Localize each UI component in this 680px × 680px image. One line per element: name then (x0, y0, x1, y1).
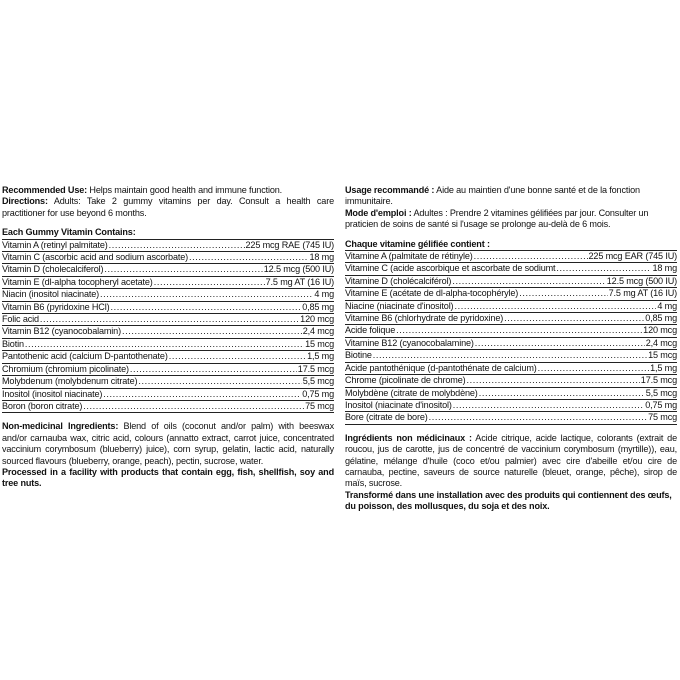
recommended-use-fr (345, 185, 677, 208)
ingredient-amount: 12.5 mcg (500 IU) (263, 264, 334, 275)
ingredient-name: Vitamine A (palmitate de rétinyle) (345, 251, 473, 262)
leader-dots (538, 363, 649, 374)
english-panel (2, 185, 334, 490)
ingredient-name: Vitamin A (retinyl palmitate) (2, 239, 108, 250)
ingredient-amount: 120 mcg (300, 314, 334, 325)
ingredient-row (2, 401, 334, 413)
ingredient-row (345, 375, 677, 387)
ingredient-name: Vitamine B6 (chlorhydrate de pyridoxine) (345, 313, 504, 324)
nmi-text: Blend of oils (coconut and/or palm) with beeswax and/or carnauba wax, citric acid, colours (annatto extract, carrot juice, concentrated vaccinium corymbosum (blueberry) juice), corn syrup, gelatin, lactic acid, naturally sourced flavours (blueberry, orange, peach), pectin, sucrose, water. (2, 421, 334, 466)
ingredient-amount: 4 mg (314, 289, 334, 300)
ingredient-row (345, 325, 677, 337)
ingredient-name: Acide folique (345, 325, 396, 336)
leader-dots (396, 325, 642, 336)
ingredient-amount: 1,5 mg (650, 362, 677, 373)
ingredient-amount: 2,4 mcg (302, 326, 334, 337)
ingredient-amount: 17.5 mcg (297, 363, 334, 374)
ingredient-name: Vitamin E (dl-alpha tocopheryl acetate) (2, 276, 153, 287)
ingredient-amount: 120 mcg (643, 325, 677, 336)
ingredient-amount: 0,75 mg (302, 388, 334, 399)
ingredient-name: Vitamin B12 (cyanocobalamin) (2, 326, 121, 337)
ingredient-amount: 0,85 mg (302, 301, 334, 312)
allergen-statement-fr: Transformé dans une installation avec des produits qui contiennent des œufs, du poisson, des mollusques, du soja et des noix. (345, 489, 672, 512)
ingredient-row (345, 288, 677, 300)
ingredient-amount: 2,4 mcg (645, 337, 677, 348)
ingredient-row (2, 289, 334, 301)
ingredient-name: Chromium (chromium picolinate) (2, 363, 129, 374)
directions-label-fr: Mode d'emploi : (345, 207, 412, 218)
ingredient-amount: 0,85 mg (645, 313, 677, 324)
directions-text-fr: Adultes : Prendre 2 vitamines gélifiées par jour. Consulter un praticien de soins de santé si l'usage se prolonge au-delà de 6 mois. (345, 207, 649, 230)
leader-dots (474, 251, 588, 262)
directions-label: Directions: (2, 196, 48, 207)
leader-dots (189, 252, 308, 263)
ingredient-row (2, 277, 334, 289)
ingredient-name: Vitamin C (ascorbic acid and sodium ascorbate) (2, 252, 189, 263)
ingredient-name: Biotin (2, 338, 24, 349)
nmi-label: Non-medicinal Ingredients: (2, 421, 119, 432)
ingredient-row (345, 313, 677, 325)
ingredient-row (2, 376, 334, 388)
ingredient-name: Bore (citrate de bore) (345, 412, 428, 423)
leader-dots (110, 302, 301, 313)
allergen-statement: Processed in a facility with products that contain egg, fish, shellfish, soy and tree nuts. (2, 466, 334, 489)
ingredient-amount: 15 mcg (305, 338, 334, 349)
ingredient-name: Vitamin B6 (pyridoxine HCl) (2, 301, 110, 312)
ingredient-name: Boron (boron citrate) (2, 400, 83, 411)
ingredient-name: Chrome (picolinate de chrome) (345, 375, 466, 386)
table-title: Each Gummy Vitamin Contains: (2, 227, 334, 239)
non-medicinal-ingredients (2, 421, 334, 467)
ingredient-amount: 18 mg (652, 263, 677, 274)
ingredient-name: Vitamin D (cholecalciferol) (2, 264, 104, 275)
ingredient-row (345, 412, 677, 424)
ingredient-amount: 15 mcg (648, 350, 677, 361)
ingredient-name: Folic acid (2, 314, 39, 325)
ingredient-amount: 0,75 mg (645, 399, 677, 410)
ingredient-row (2, 264, 334, 276)
nmi-text-fr: Acide citrique, acide lactique, colorants (extrait de roucou, jus de carotte, jus de concentré de vaccinium corymbosum (myrtille)), eau, gélatine, mélange d'huile (coco et/ou palmier) avec cire d'abeille et/ou cire de carnauba, pectine, saveurs de source naturelle (bleuet, orange, pêche), sirop de maïs, sucrose. (345, 432, 677, 489)
ingredient-name: Niacin (inositol niacinate) (2, 289, 100, 300)
leader-dots (467, 375, 640, 386)
ingredient-name: Molybdène (citrate de molybdène) (345, 387, 478, 398)
ingredient-name: Niacine (niacinate d'inositol) (345, 300, 454, 311)
ingredient-amount: 18 mg (309, 252, 334, 263)
non-medicinal-ingredients-fr (345, 433, 677, 490)
leader-dots (104, 264, 262, 275)
leader-dots (122, 326, 302, 337)
ingredient-name: Vitamine D (cholécalciférol) (345, 275, 452, 286)
ingredient-amount: 225 mcg EAR (745 IU) (588, 251, 677, 262)
recommended-use-section (2, 185, 334, 219)
ingredient-amount: 1,5 mg (307, 351, 334, 362)
ingredient-amount: 225 mcg RAE (745 IU) (245, 239, 334, 250)
ingredient-row (2, 389, 334, 401)
leader-dots (130, 364, 297, 375)
directions (2, 196, 334, 219)
ingredient-row (345, 263, 677, 275)
leader-dots (373, 350, 647, 361)
ingredient-row (345, 338, 677, 350)
ingredient-row (2, 351, 334, 363)
leader-dots (504, 313, 644, 324)
ingredient-name: Biotine (345, 350, 372, 361)
ingredient-amount: 75 mcg (648, 412, 677, 423)
ingredient-name: Molybdenum (molybdenum citrate) (2, 376, 138, 387)
leader-dots (556, 263, 651, 274)
ingredient-name: Pantothenic acid (calcium D-pantothenate) (2, 351, 168, 362)
leader-dots (154, 277, 265, 288)
ingredient-row (2, 302, 334, 314)
ingredient-amount: 5,5 mcg (645, 387, 677, 398)
ingredient-row (345, 276, 677, 288)
ingredient-amount: 5,5 mcg (302, 376, 334, 387)
leader-dots (429, 412, 647, 423)
recommended-use-label-fr: Usage recommandé : (345, 185, 435, 195)
ingredient-name: Acide pantothénique (d-pantothénate de calcium) (345, 362, 537, 373)
leader-dots (475, 338, 645, 349)
ingredient-name: Inositol (niacinate d'inositol) (345, 399, 452, 410)
ingredient-table-fr (345, 239, 677, 425)
leader-dots (100, 289, 313, 300)
recommended-use (2, 185, 334, 196)
recommended-use-section-fr (345, 185, 677, 231)
ingredient-rows-fr (345, 251, 677, 425)
ingredient-row (2, 240, 334, 252)
nmi-label-fr: Ingrédients non médicinaux : (345, 432, 472, 443)
recommended-use-text-fr: Aide au maintien d'une bonne santé et de la fonction immunitaire. (345, 185, 640, 207)
leader-dots (83, 401, 304, 412)
leader-dots (103, 389, 301, 400)
leader-dots (454, 301, 656, 312)
leader-dots (479, 388, 645, 399)
ingredient-row (2, 326, 334, 338)
leader-dots (519, 288, 607, 299)
leader-dots (25, 339, 304, 350)
leader-dots (452, 276, 605, 287)
ingredient-row (345, 350, 677, 362)
leader-dots (109, 240, 245, 251)
ingredient-name: Vitamine C (acide ascorbique et ascorbate de sodiumt (345, 263, 556, 274)
recommended-use-label: Recommended Use: (2, 185, 88, 195)
french-panel (345, 185, 677, 513)
ingredient-row (345, 400, 677, 412)
ingredient-row (2, 339, 334, 351)
ingredient-row (345, 251, 677, 263)
ingredient-row (2, 252, 334, 264)
recommended-use-text: Helps maintain good health and immune function. (87, 185, 283, 195)
leader-dots (169, 351, 306, 362)
ingredient-name: Inositol (inositol niacinate) (2, 388, 103, 399)
directions-text: Adults: Take 2 gummy vitamins per day. Consult a health care practitioner for use beyond 6 months. (2, 196, 334, 218)
leader-dots (453, 400, 644, 411)
ingredient-amount: 4 mg (657, 300, 677, 311)
ingredient-row (2, 314, 334, 326)
ingredient-row (345, 301, 677, 313)
ingredient-name: Vitamine E (acétate de dl-alpha-tocophéryle) (345, 288, 519, 299)
directions-fr (345, 208, 677, 231)
ingredient-amount: 7.5 mg AT (16 IU) (608, 288, 677, 299)
ingredient-rows (2, 240, 334, 414)
ingredient-row (345, 388, 677, 400)
ingredient-amount: 7.5 mg AT (16 IU) (265, 276, 334, 287)
ingredient-name: Vitamine B12 (cyanocobalamine) (345, 337, 474, 348)
ingredient-row (2, 364, 334, 376)
ingredient-amount: 12.5 mcg (500 IU) (606, 275, 677, 286)
ingredient-row (345, 363, 677, 375)
table-title-fr: Chaque vitamine gélifiée contient : (345, 239, 677, 251)
ingredient-amount: 17.5 mcg (640, 375, 677, 386)
leader-dots (138, 376, 301, 387)
ingredient-amount: 75 mcg (305, 400, 334, 411)
ingredient-table (2, 227, 334, 413)
leader-dots (40, 314, 299, 325)
